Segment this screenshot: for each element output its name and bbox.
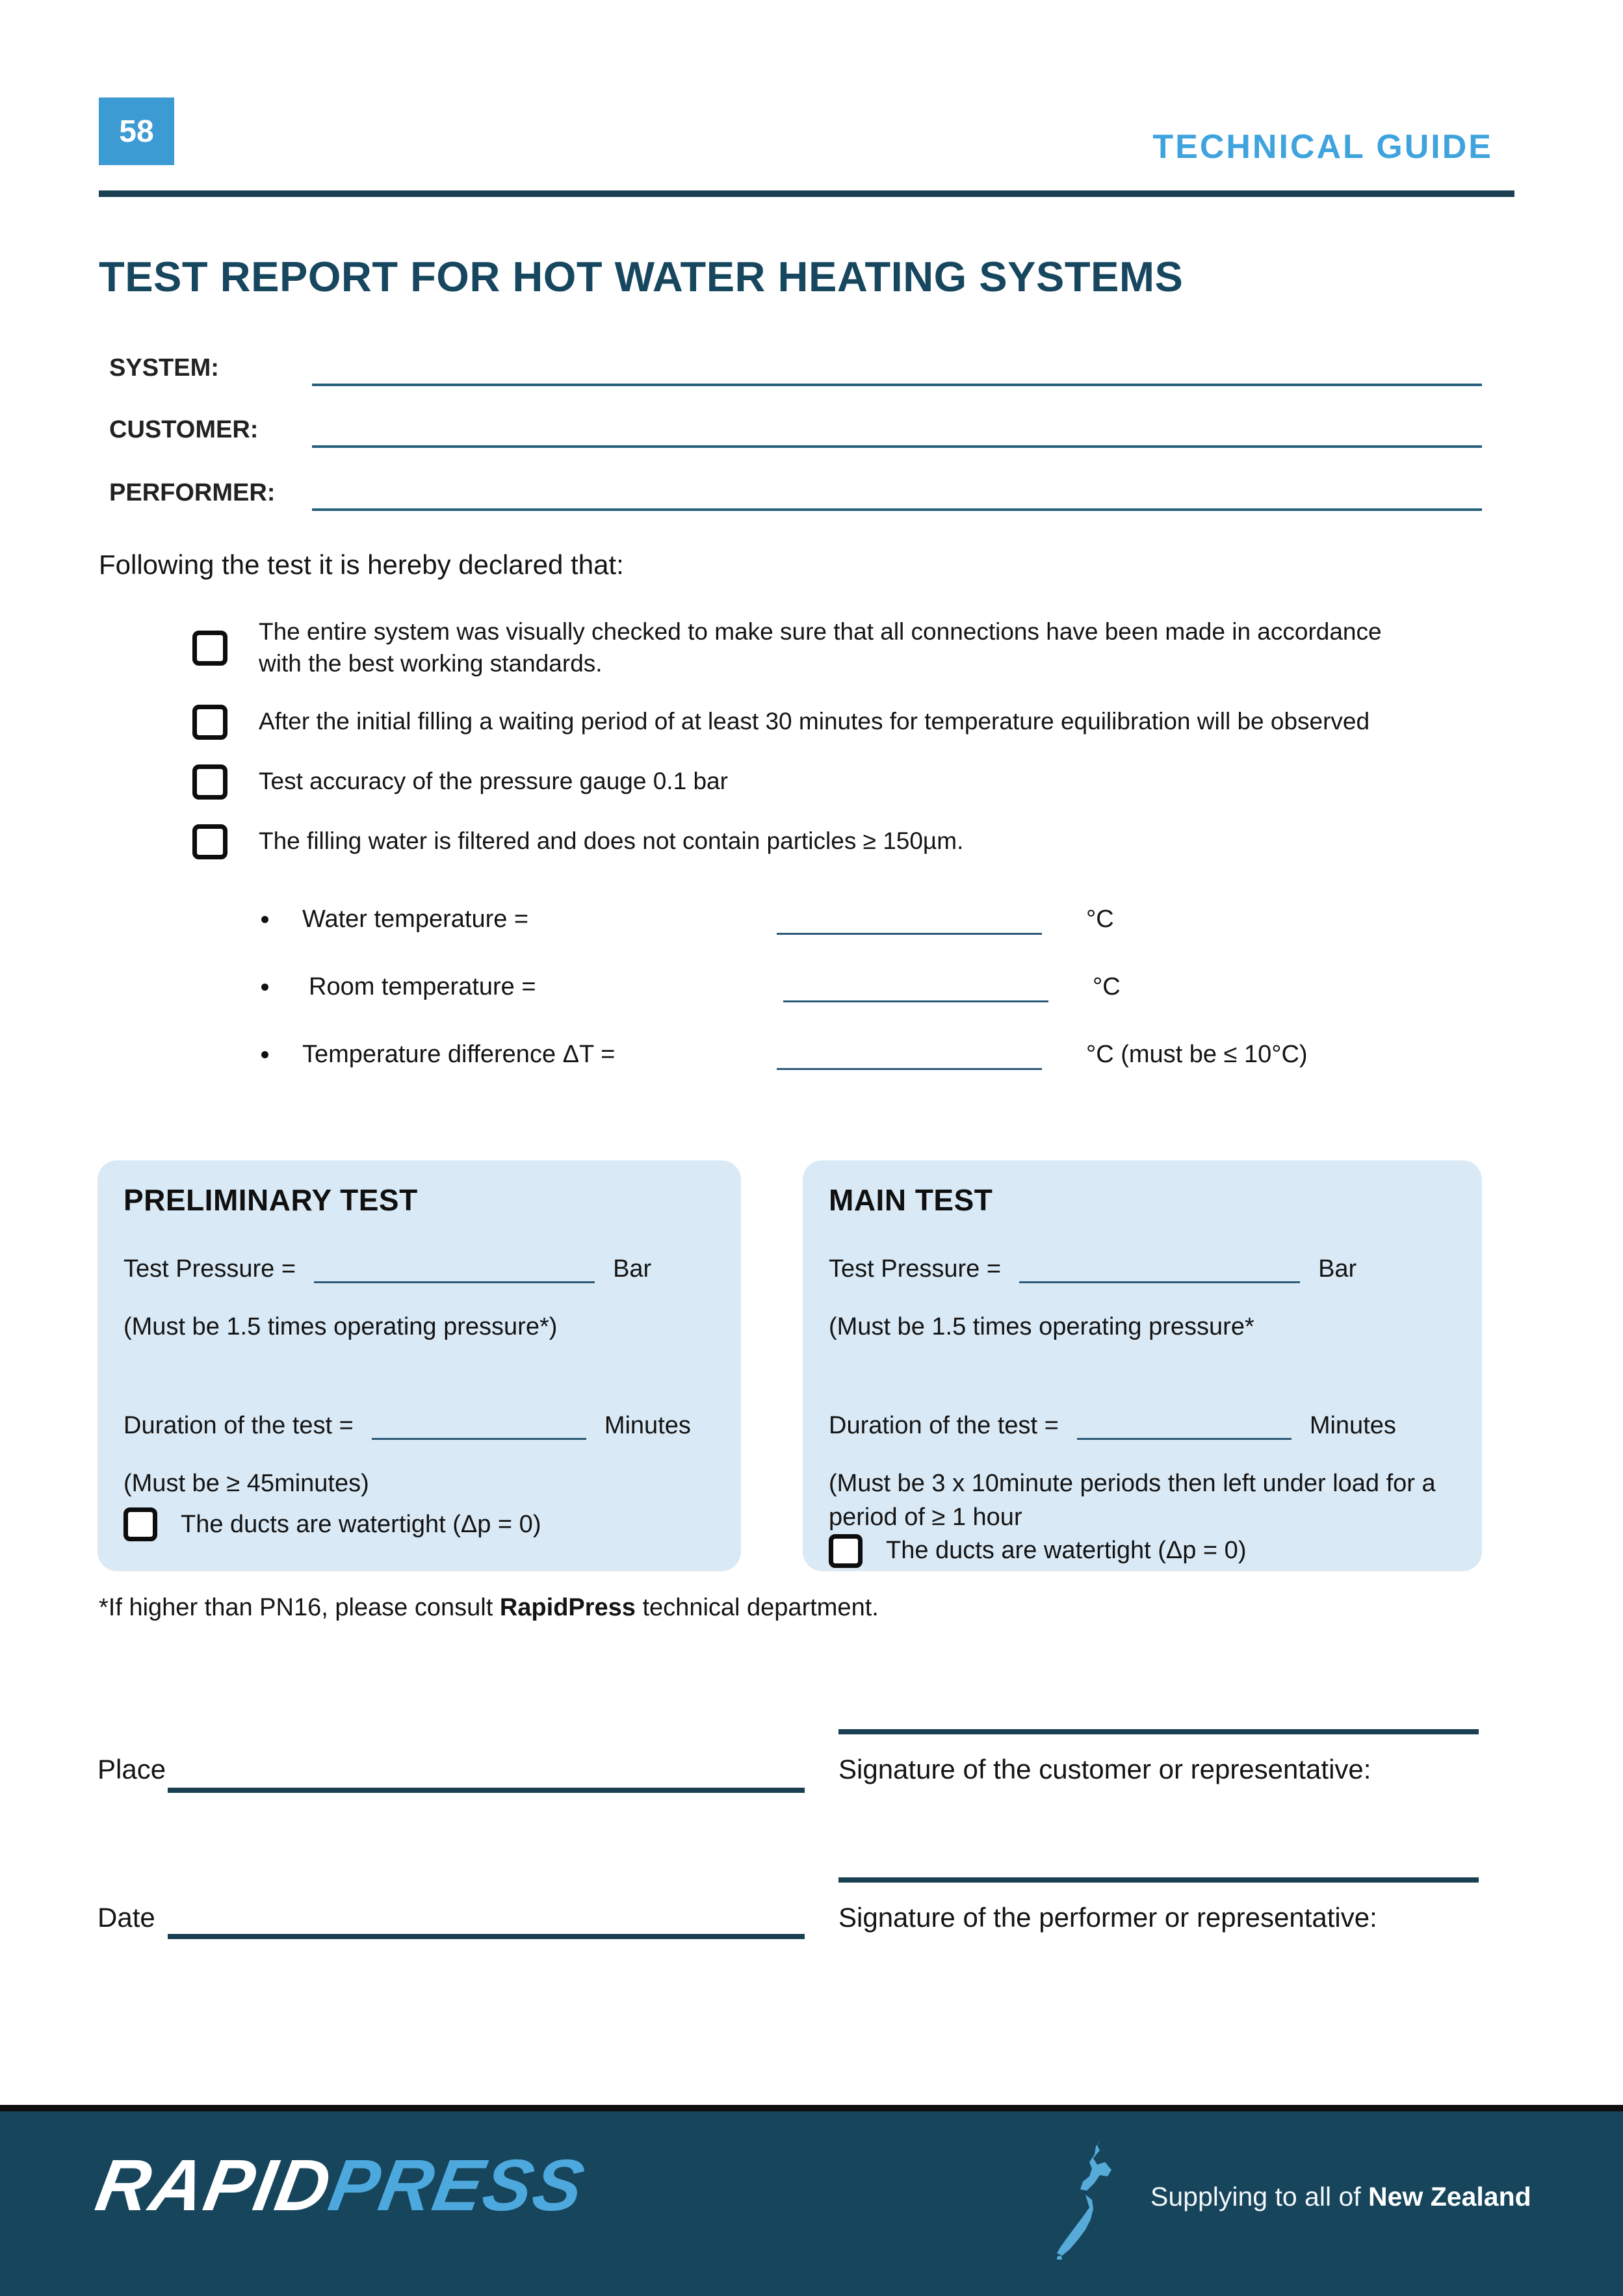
duration-note: (Must be ≥ 45minutes) bbox=[123, 1470, 369, 1498]
checkbox-visual-check[interactable] bbox=[192, 631, 227, 666]
header-divider bbox=[99, 190, 1514, 197]
rapidpress-logo bbox=[90, 2145, 591, 2226]
footnote-brand: RapidPress bbox=[499, 1594, 636, 1621]
page-number-badge bbox=[99, 98, 174, 165]
watertight-row bbox=[829, 1534, 1456, 1568]
place-input-line[interactable] bbox=[168, 1788, 805, 1793]
pn16-footnote bbox=[99, 1594, 879, 1622]
test-pressure-label: Test Pressure = bbox=[829, 1255, 1002, 1283]
checkbox-gauge-accuracy[interactable] bbox=[192, 764, 227, 800]
checkbox-waiting-period[interactable] bbox=[192, 705, 227, 740]
performer-signature-label: Signature of the performer or representative: bbox=[838, 1902, 1377, 1933]
bullet-icon bbox=[261, 916, 268, 923]
declaration-intro: Following the test it is hereby declared that: bbox=[99, 549, 624, 580]
water-temperature-unit: °C bbox=[1086, 905, 1114, 933]
temperature-measurements bbox=[261, 905, 1308, 1108]
customer-signature-line[interactable] bbox=[838, 1729, 1479, 1734]
logo-press-text: PRESS bbox=[323, 2145, 591, 2226]
measurement-row bbox=[261, 1040, 1308, 1069]
checklist-item-text: Test accuracy of the pressure gauge 0.1 bar bbox=[259, 768, 728, 795]
temperature-difference-input-line[interactable] bbox=[777, 1068, 1042, 1070]
system-field-label: SYSTEM: bbox=[109, 354, 219, 382]
room-temperature-unit: °C bbox=[1093, 972, 1121, 1000]
test-pressure-unit: Bar bbox=[613, 1255, 652, 1283]
checklist-item-text: The filling water is filtered and does not contain particles ≥ 150µm. bbox=[259, 828, 964, 855]
new-zealand-map-icon bbox=[1054, 2136, 1132, 2260]
header-section-title: TECHNICAL GUIDE bbox=[1152, 128, 1493, 166]
temperature-difference-label: Temperature difference ΔT = bbox=[302, 1040, 616, 1068]
duration-label: Duration of the test = bbox=[829, 1412, 1059, 1440]
footer-bar bbox=[0, 2105, 1623, 2296]
test-pressure-unit: Bar bbox=[1318, 1255, 1357, 1283]
duration-note: (Must be 3 x 10minute periods then left under load for a period of ≥ 1 hour bbox=[829, 1470, 1436, 1531]
performer-signature-line[interactable] bbox=[838, 1877, 1479, 1883]
duration-input-line[interactable] bbox=[372, 1438, 586, 1440]
date-input-line[interactable] bbox=[168, 1934, 805, 1939]
test-pressure-row bbox=[123, 1255, 715, 1283]
test-pressure-input-line[interactable] bbox=[314, 1281, 595, 1283]
water-temperature-input-line[interactable] bbox=[777, 933, 1042, 935]
checklist-item-text: The entire system was visually checked to make sure that all connections have been made in accordance with the best working standards. bbox=[259, 618, 1382, 677]
checklist-row bbox=[192, 824, 1499, 859]
page-number: 58 bbox=[119, 114, 154, 149]
customer-field-label: CUSTOMER: bbox=[109, 416, 259, 443]
room-temperature-input-line[interactable] bbox=[783, 1000, 1048, 1002]
page-title: TEST REPORT FOR HOT WATER HEATING SYSTEMS bbox=[99, 253, 1184, 300]
checklist-row bbox=[192, 764, 1499, 800]
duration-row bbox=[123, 1412, 715, 1440]
checkbox-ducts-watertight-main[interactable] bbox=[829, 1534, 863, 1568]
customer-signature-label: Signature of the customer or representative: bbox=[838, 1754, 1371, 1784]
checklist-row bbox=[192, 616, 1499, 680]
footnote-prefix: *If higher than PN16, please consult bbox=[99, 1594, 500, 1621]
test-pressure-note: (Must be 1.5 times operating pressure*) bbox=[123, 1313, 558, 1340]
system-input-line[interactable] bbox=[312, 384, 1482, 386]
checklist-item-text: After the initial filling a waiting period of at least 30 minutes for temperature equilibration will be observed bbox=[259, 708, 1370, 735]
customer-input-line[interactable] bbox=[312, 445, 1482, 448]
duration-unit: Minutes bbox=[1309, 1412, 1396, 1440]
checklist-row bbox=[192, 705, 1499, 740]
temperature-difference-unit: °C (must be ≤ 10°C) bbox=[1086, 1040, 1308, 1068]
test-pressure-note: (Must be 1.5 times operating pressure* bbox=[829, 1313, 1254, 1340]
preliminary-test-panel bbox=[97, 1160, 741, 1571]
duration-row bbox=[829, 1412, 1456, 1440]
footnote-suffix: technical department. bbox=[635, 1594, 879, 1621]
tagline-bold: New Zealand bbox=[1368, 2182, 1531, 2211]
bullet-icon bbox=[261, 984, 268, 991]
measurement-row bbox=[261, 905, 1308, 933]
performer-input-line[interactable] bbox=[312, 508, 1482, 511]
duration-input-line[interactable] bbox=[1077, 1438, 1292, 1440]
checkbox-filtered-water[interactable] bbox=[192, 824, 227, 859]
declaration-checklist bbox=[192, 616, 1499, 884]
room-temperature-label: Room temperature = bbox=[309, 972, 536, 1000]
tagline-prefix: Supplying to all of bbox=[1150, 2182, 1369, 2211]
place-label: Place bbox=[97, 1754, 166, 1784]
test-pressure-row bbox=[829, 1255, 1456, 1283]
bullet-icon bbox=[261, 1051, 268, 1058]
duration-unit: Minutes bbox=[604, 1412, 691, 1440]
main-test-panel bbox=[803, 1160, 1482, 1571]
main-test-title: MAIN TEST bbox=[829, 1183, 993, 1217]
preliminary-test-title: PRELIMINARY TEST bbox=[123, 1183, 418, 1217]
checkbox-ducts-watertight-preliminary[interactable] bbox=[123, 1507, 157, 1541]
test-pressure-label: Test Pressure = bbox=[123, 1255, 296, 1283]
logo-rapid-text: RAPID bbox=[90, 2145, 338, 2226]
performer-field-label: PERFORMER: bbox=[109, 479, 276, 506]
duration-label: Duration of the test = bbox=[123, 1412, 354, 1440]
water-temperature-label: Water temperature = bbox=[302, 905, 529, 933]
watertight-label: The ducts are watertight (Δp = 0) bbox=[181, 1510, 541, 1538]
footer-tagline bbox=[1150, 2182, 1531, 2212]
measurement-row bbox=[261, 972, 1308, 1001]
date-label: Date bbox=[97, 1902, 155, 1933]
watertight-row bbox=[123, 1507, 715, 1541]
test-pressure-input-line[interactable] bbox=[1019, 1281, 1300, 1283]
watertight-label: The ducts are watertight (Δp = 0) bbox=[886, 1537, 1247, 1565]
